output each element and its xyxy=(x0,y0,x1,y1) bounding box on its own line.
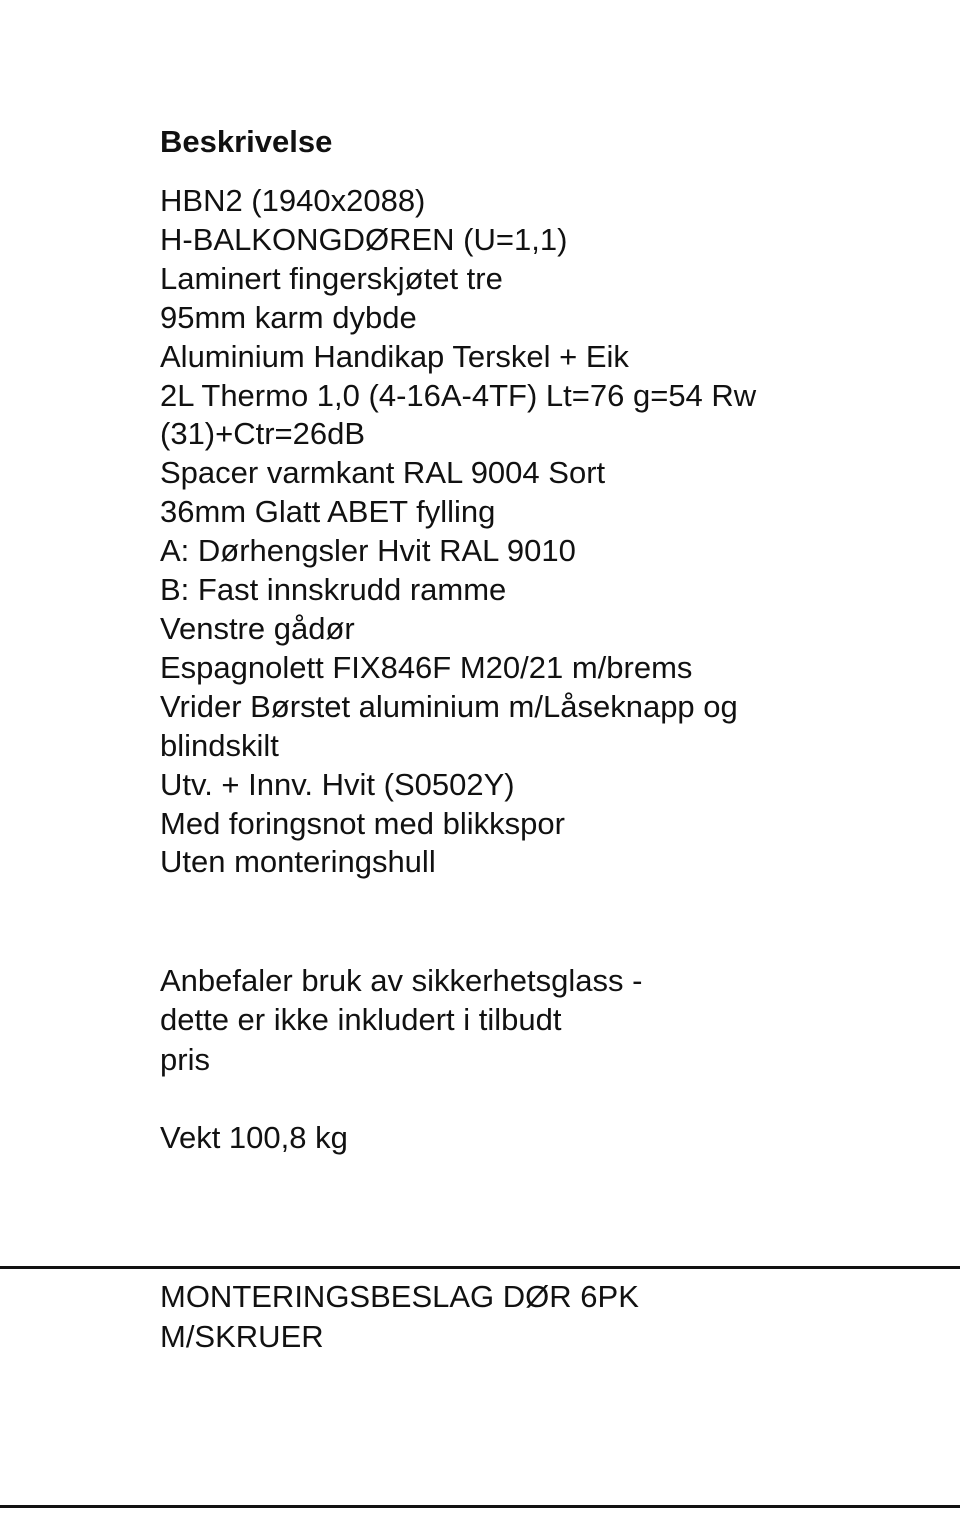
divider xyxy=(0,1505,960,1508)
spec-line: Uten monteringshull xyxy=(160,844,436,880)
next-item-description xyxy=(160,1277,639,1356)
spec-line: 36mm Glatt ABET fylling xyxy=(160,494,496,530)
spec-line: 95mm karm dybde xyxy=(160,299,417,335)
spec-line: (31)+Ctr=26dB xyxy=(160,416,366,452)
spec-line: A: Dørhengsler Hvit RAL 9010 xyxy=(160,533,576,569)
spec-line: B: Fast innskrudd ramme xyxy=(160,572,507,608)
spec-line: Med foringsnot med blikkspor xyxy=(160,805,565,841)
spec-line: Venstre gådør xyxy=(160,610,355,646)
specification-list xyxy=(160,182,860,882)
section-heading: Beskrivelse xyxy=(160,124,333,159)
spec-line: HBN2 (1940x2088) xyxy=(160,183,426,218)
spec-line: Espagnolett FIX846F M20/21 m/brems xyxy=(160,649,693,685)
spec-line: Aluminium Handikap Terskel + Eik xyxy=(160,338,629,374)
weight-text: Vekt 100,8 kg xyxy=(160,1120,348,1155)
item-line: M/SKRUER xyxy=(160,1318,324,1354)
spec-line: 2L Thermo 1,0 (4-16A-4TF) Lt=76 g=54 Rw xyxy=(160,377,757,413)
safety-glass-note xyxy=(160,961,642,1079)
note-line: pris xyxy=(160,1041,210,1077)
spec-line: Laminert fingerskjøtet tre xyxy=(160,260,503,296)
note-line: Anbefaler bruk av sikkerhetsglass - xyxy=(160,963,643,998)
note-line: dette er ikke inkludert i tilbudt xyxy=(160,1002,562,1038)
spec-line: Utv. + Innv. Hvit (S0502Y) xyxy=(160,766,515,802)
spec-line: blindskilt xyxy=(160,727,279,763)
divider xyxy=(0,1266,960,1269)
spec-line: H-BALKONGDØREN (U=1,1) xyxy=(160,221,568,257)
item-line: MONTERINGSBESLAG DØR 6PK xyxy=(160,1279,639,1314)
spec-line: Spacer varmkant RAL 9004 Sort xyxy=(160,455,606,491)
spec-line: Vrider Børstet aluminium m/Låseknapp og xyxy=(160,688,738,724)
